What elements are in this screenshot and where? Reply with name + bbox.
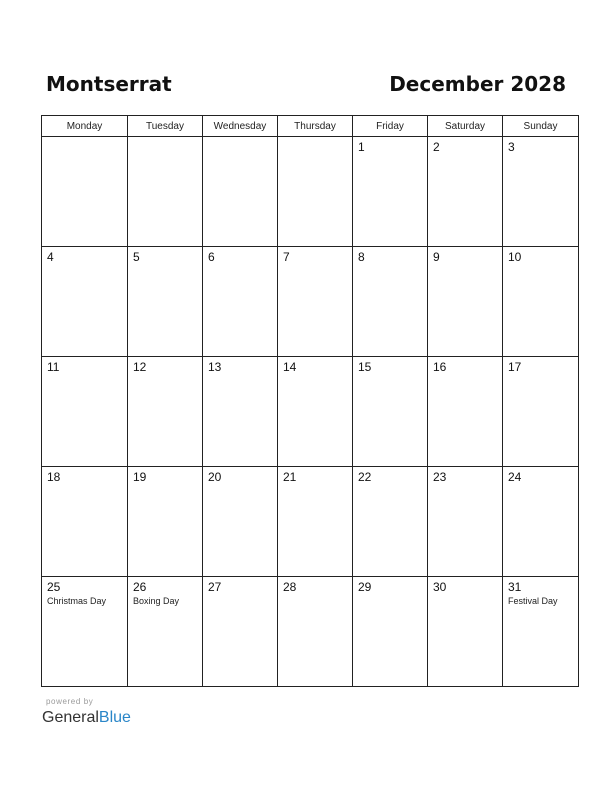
week-row: [42, 247, 579, 357]
day-cell: [428, 577, 503, 687]
day-number: 7: [283, 250, 290, 264]
day-cell: [128, 577, 203, 687]
day-number: 18: [47, 470, 61, 484]
day-number: 14: [283, 360, 297, 374]
day-cell: [128, 357, 203, 467]
day-number: 5: [133, 250, 140, 264]
day-cell: [503, 137, 579, 247]
day-cell: [278, 467, 353, 577]
country-title: Montserrat: [46, 72, 172, 96]
day-number: 4: [47, 250, 54, 264]
day-number: 19: [133, 470, 147, 484]
weekday-saturday: Saturday: [428, 116, 503, 137]
logo-blue-text: Blue: [98, 709, 131, 726]
day-cell: [42, 247, 128, 357]
weekday-thursday: Thursday: [278, 116, 353, 137]
day-number: 22: [358, 470, 372, 484]
week-row: [42, 137, 579, 247]
holiday-label: Festival Day: [508, 596, 558, 606]
day-cell: [128, 467, 203, 577]
day-cell: [42, 467, 128, 577]
day-cell: [503, 247, 579, 357]
day-number: 12: [133, 360, 147, 374]
calendar-grid: [41, 115, 579, 687]
day-cell: [278, 247, 353, 357]
day-number: 1: [358, 140, 365, 154]
day-number: 3: [508, 140, 515, 154]
day-cell: [353, 247, 428, 357]
day-cell: [353, 357, 428, 467]
day-cell: [353, 137, 428, 247]
day-cell: [203, 247, 278, 357]
day-number: 11: [47, 360, 60, 374]
generalblue-logo: [42, 708, 131, 728]
day-number: 28: [283, 580, 297, 594]
day-number: 31: [508, 580, 522, 594]
day-cell: [503, 577, 579, 687]
day-number: 13: [208, 360, 222, 374]
day-cell: [42, 357, 128, 467]
day-cell: [503, 467, 579, 577]
day-number: 8: [358, 250, 365, 264]
day-cell: [128, 137, 203, 247]
day-cell: [428, 247, 503, 357]
day-cell: [42, 137, 128, 247]
day-cell: [203, 137, 278, 247]
month-year-title: December 2028: [389, 72, 566, 96]
calendar-header: [46, 70, 566, 100]
day-number: 26: [133, 580, 147, 594]
day-number: 24: [508, 470, 522, 484]
weekday-friday: Friday: [353, 116, 428, 137]
day-cell: [203, 467, 278, 577]
day-cell: [203, 577, 278, 687]
day-number: 10: [508, 250, 522, 264]
powered-by-text: powered by: [46, 697, 94, 706]
week-row: [42, 467, 579, 577]
day-number: 25: [47, 580, 61, 594]
weekday-header-row: [42, 116, 579, 137]
day-number: 30: [433, 580, 447, 594]
day-number: 17: [508, 360, 522, 374]
weekday-tuesday: Tuesday: [128, 116, 203, 137]
day-cell: [503, 357, 579, 467]
day-number: 15: [358, 360, 372, 374]
week-row: [42, 357, 579, 467]
day-number: 6: [208, 250, 215, 264]
day-cell: [428, 137, 503, 247]
brand-footer: [42, 697, 131, 728]
weekday-sunday: Sunday: [503, 116, 579, 137]
day-cell: [428, 357, 503, 467]
day-number: 2: [433, 140, 440, 154]
day-number: 21: [283, 470, 297, 484]
holiday-label: Boxing Day: [133, 596, 180, 606]
day-cell: [278, 137, 353, 247]
logo-general-text: General: [42, 709, 99, 726]
day-number: 23: [433, 470, 447, 484]
day-number: 20: [208, 470, 222, 484]
holiday-label: Christmas Day: [47, 596, 107, 606]
day-number: 27: [208, 580, 222, 594]
day-cell: [203, 357, 278, 467]
day-cell: [128, 247, 203, 357]
day-number: 9: [433, 250, 440, 264]
day-number: 16: [433, 360, 447, 374]
day-cell: [428, 467, 503, 577]
day-number: 29: [358, 580, 372, 594]
weekday-wednesday: Wednesday: [203, 116, 278, 137]
day-cell: [353, 577, 428, 687]
week-row: [42, 577, 579, 687]
day-cell: [278, 357, 353, 467]
day-cell: [42, 577, 128, 687]
weekday-monday: Monday: [42, 116, 128, 137]
day-cell: [353, 467, 428, 577]
day-cell: [278, 577, 353, 687]
